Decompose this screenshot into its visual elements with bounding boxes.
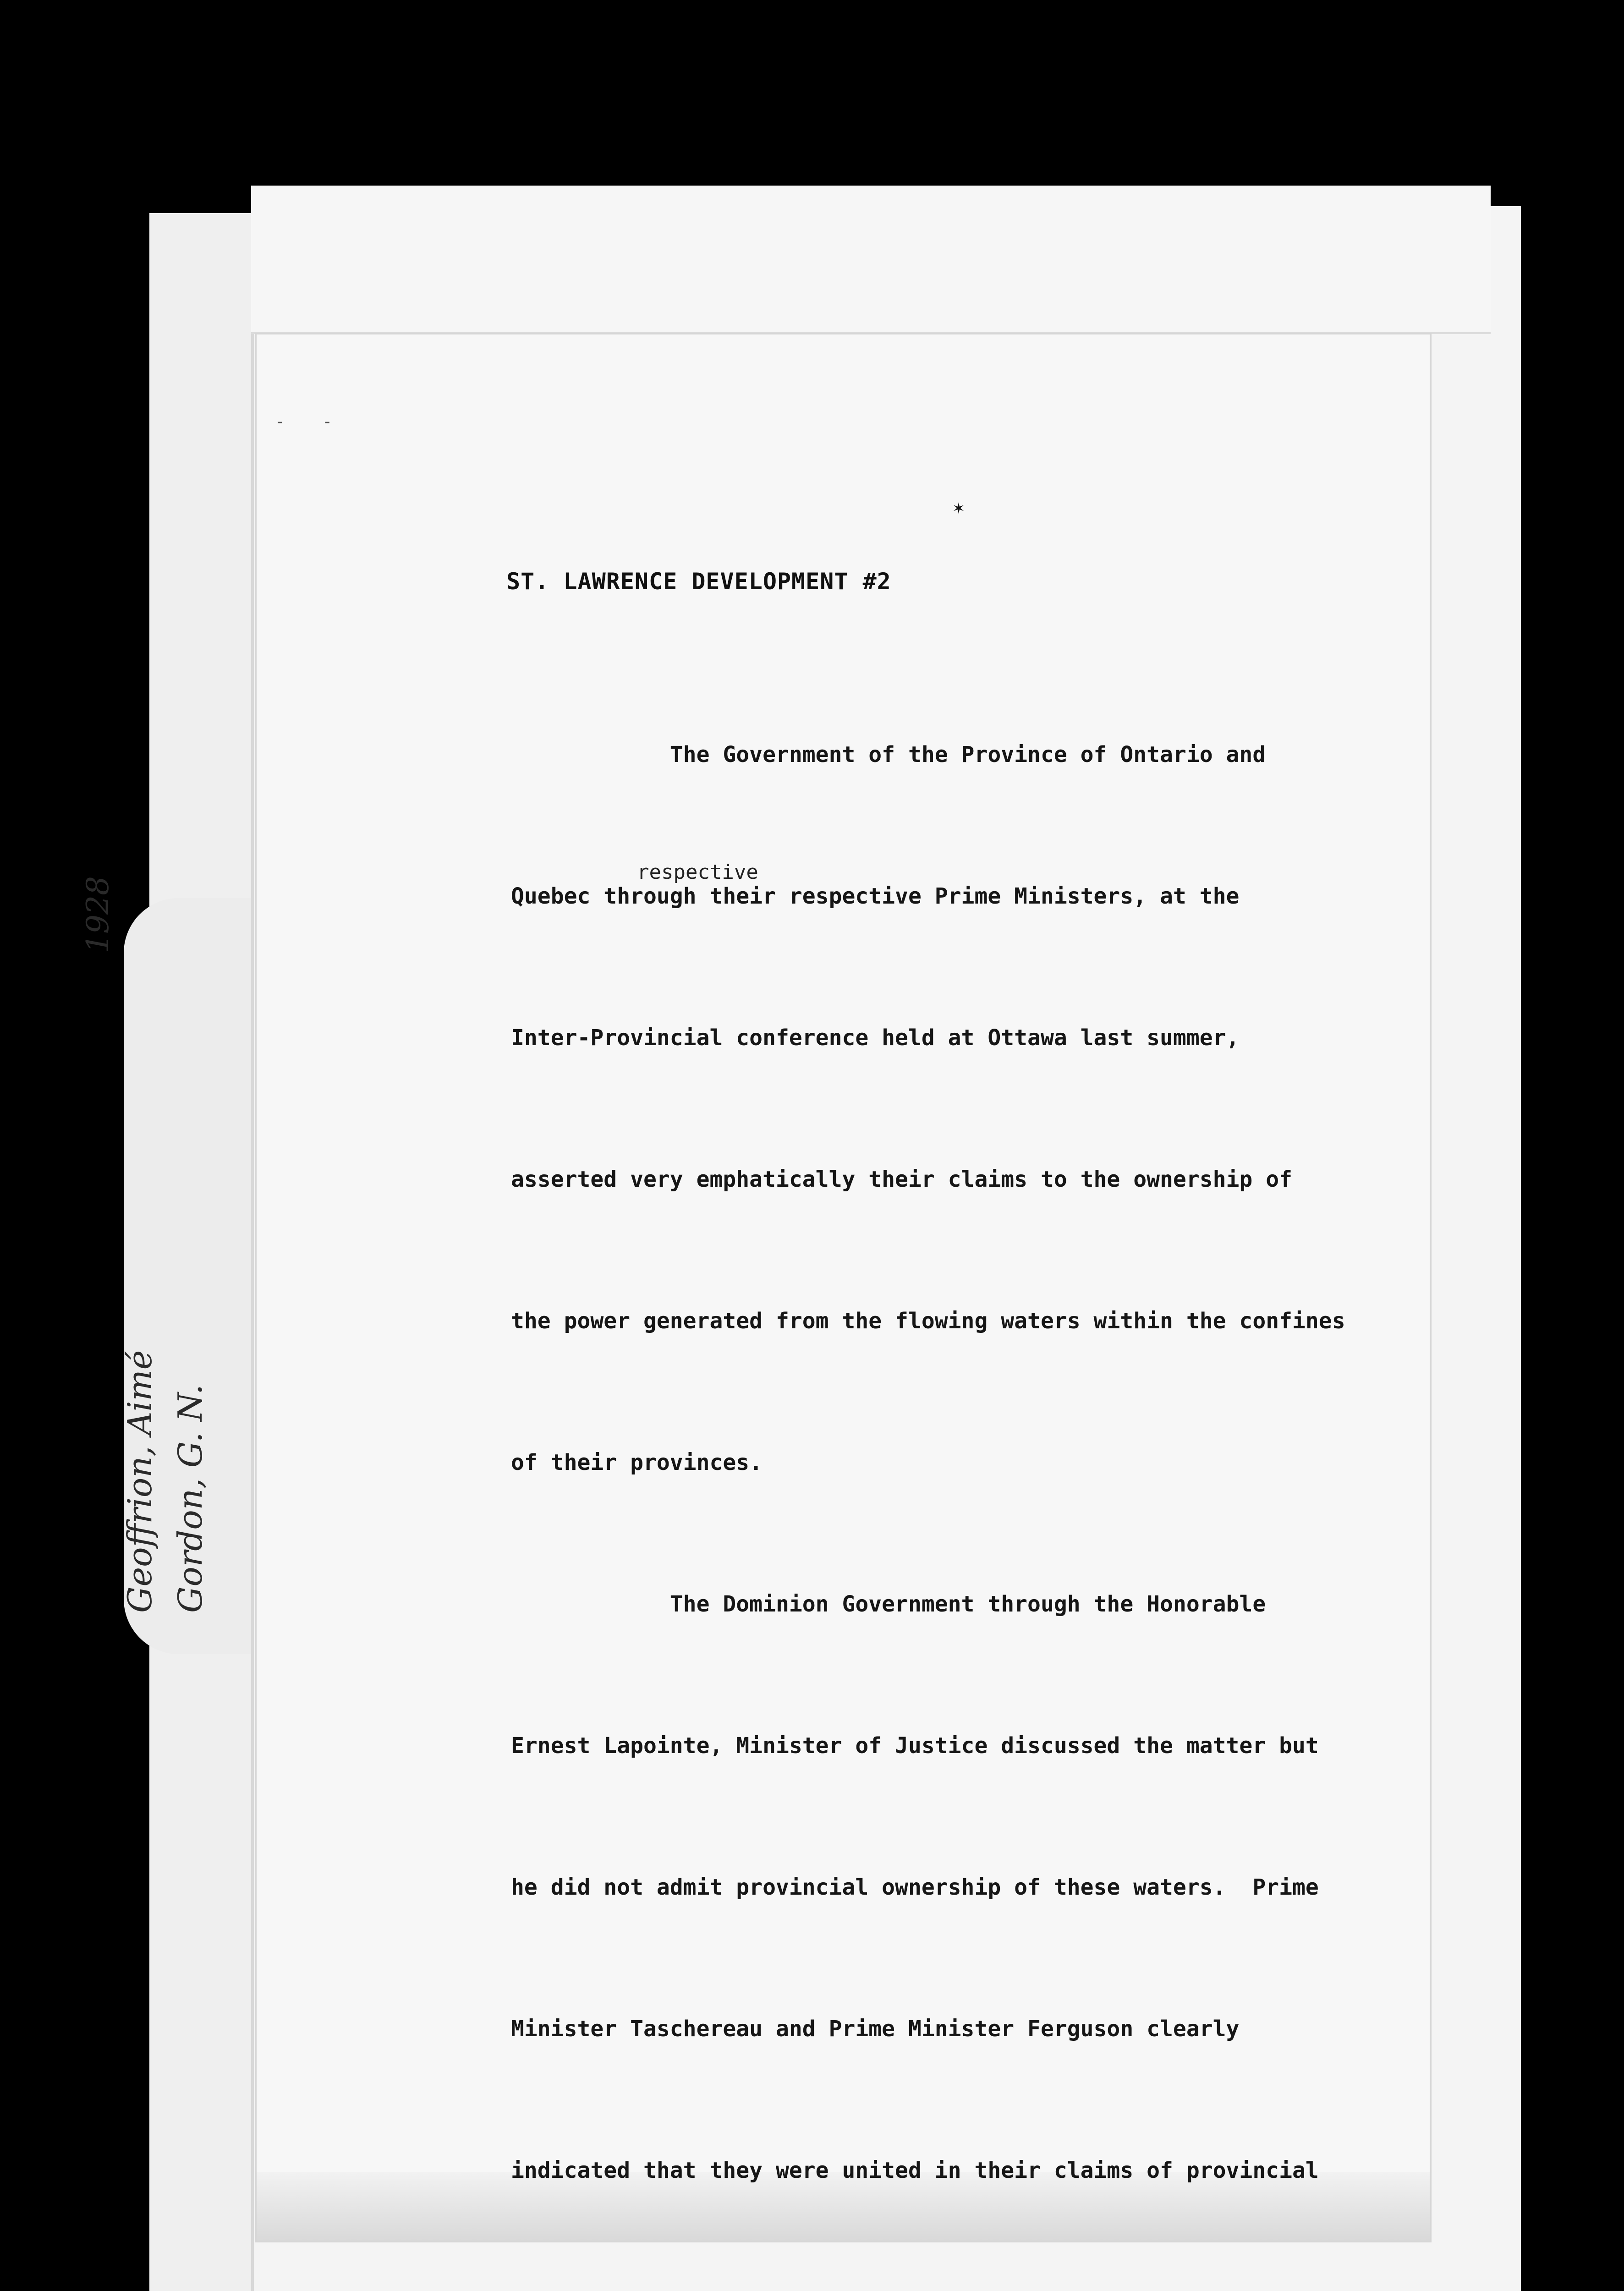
text-line: asserted very emphatically their claims to the ownership of [511, 1167, 1293, 1192]
text-line: Quebec through their respective Prime Ministers, at the [511, 883, 1240, 909]
punch-mark: - - [275, 412, 346, 431]
text-line: Inter-Provincial conference held at Ottawa last summer, [511, 1025, 1240, 1051]
text-line: The Government of the Province of Ontario and [511, 742, 1266, 767]
sheet-top-strip [251, 186, 1491, 334]
margin-note-names [115, 1350, 215, 1613]
margin-note-year: 1928 [80, 876, 115, 953]
document-heading: ST. LAWRENCE DEVELOPMENT #2 [506, 568, 891, 595]
text-line: Minister Taschereau and Prime Minister Ferguson clearly [511, 2016, 1240, 2042]
text-line: of their provinces. [511, 1450, 763, 1475]
inserted-word: respective [637, 860, 758, 884]
margin-note-name: Geoffrion, Aimé [121, 1350, 159, 1613]
text-line: The Dominion Government through the Honorable [511, 1591, 1266, 1617]
margin-note-name: Gordon, G. N. [171, 1384, 209, 1613]
text-line: Ernest Lapointe, Minister of Justice discussed the matter but [511, 1733, 1319, 1759]
text-line: he did not admit provincial ownership of these waters. Prime [511, 1874, 1319, 1900]
text-line [511, 2289, 1409, 2291]
text-line: indicated that they were united in their claims of provincial [511, 2158, 1319, 2183]
document-body [511, 637, 1409, 2291]
text-line: the power generated from the flowing waters within the confines [511, 1308, 1345, 1334]
ink-mark: ✶ [953, 497, 965, 518]
